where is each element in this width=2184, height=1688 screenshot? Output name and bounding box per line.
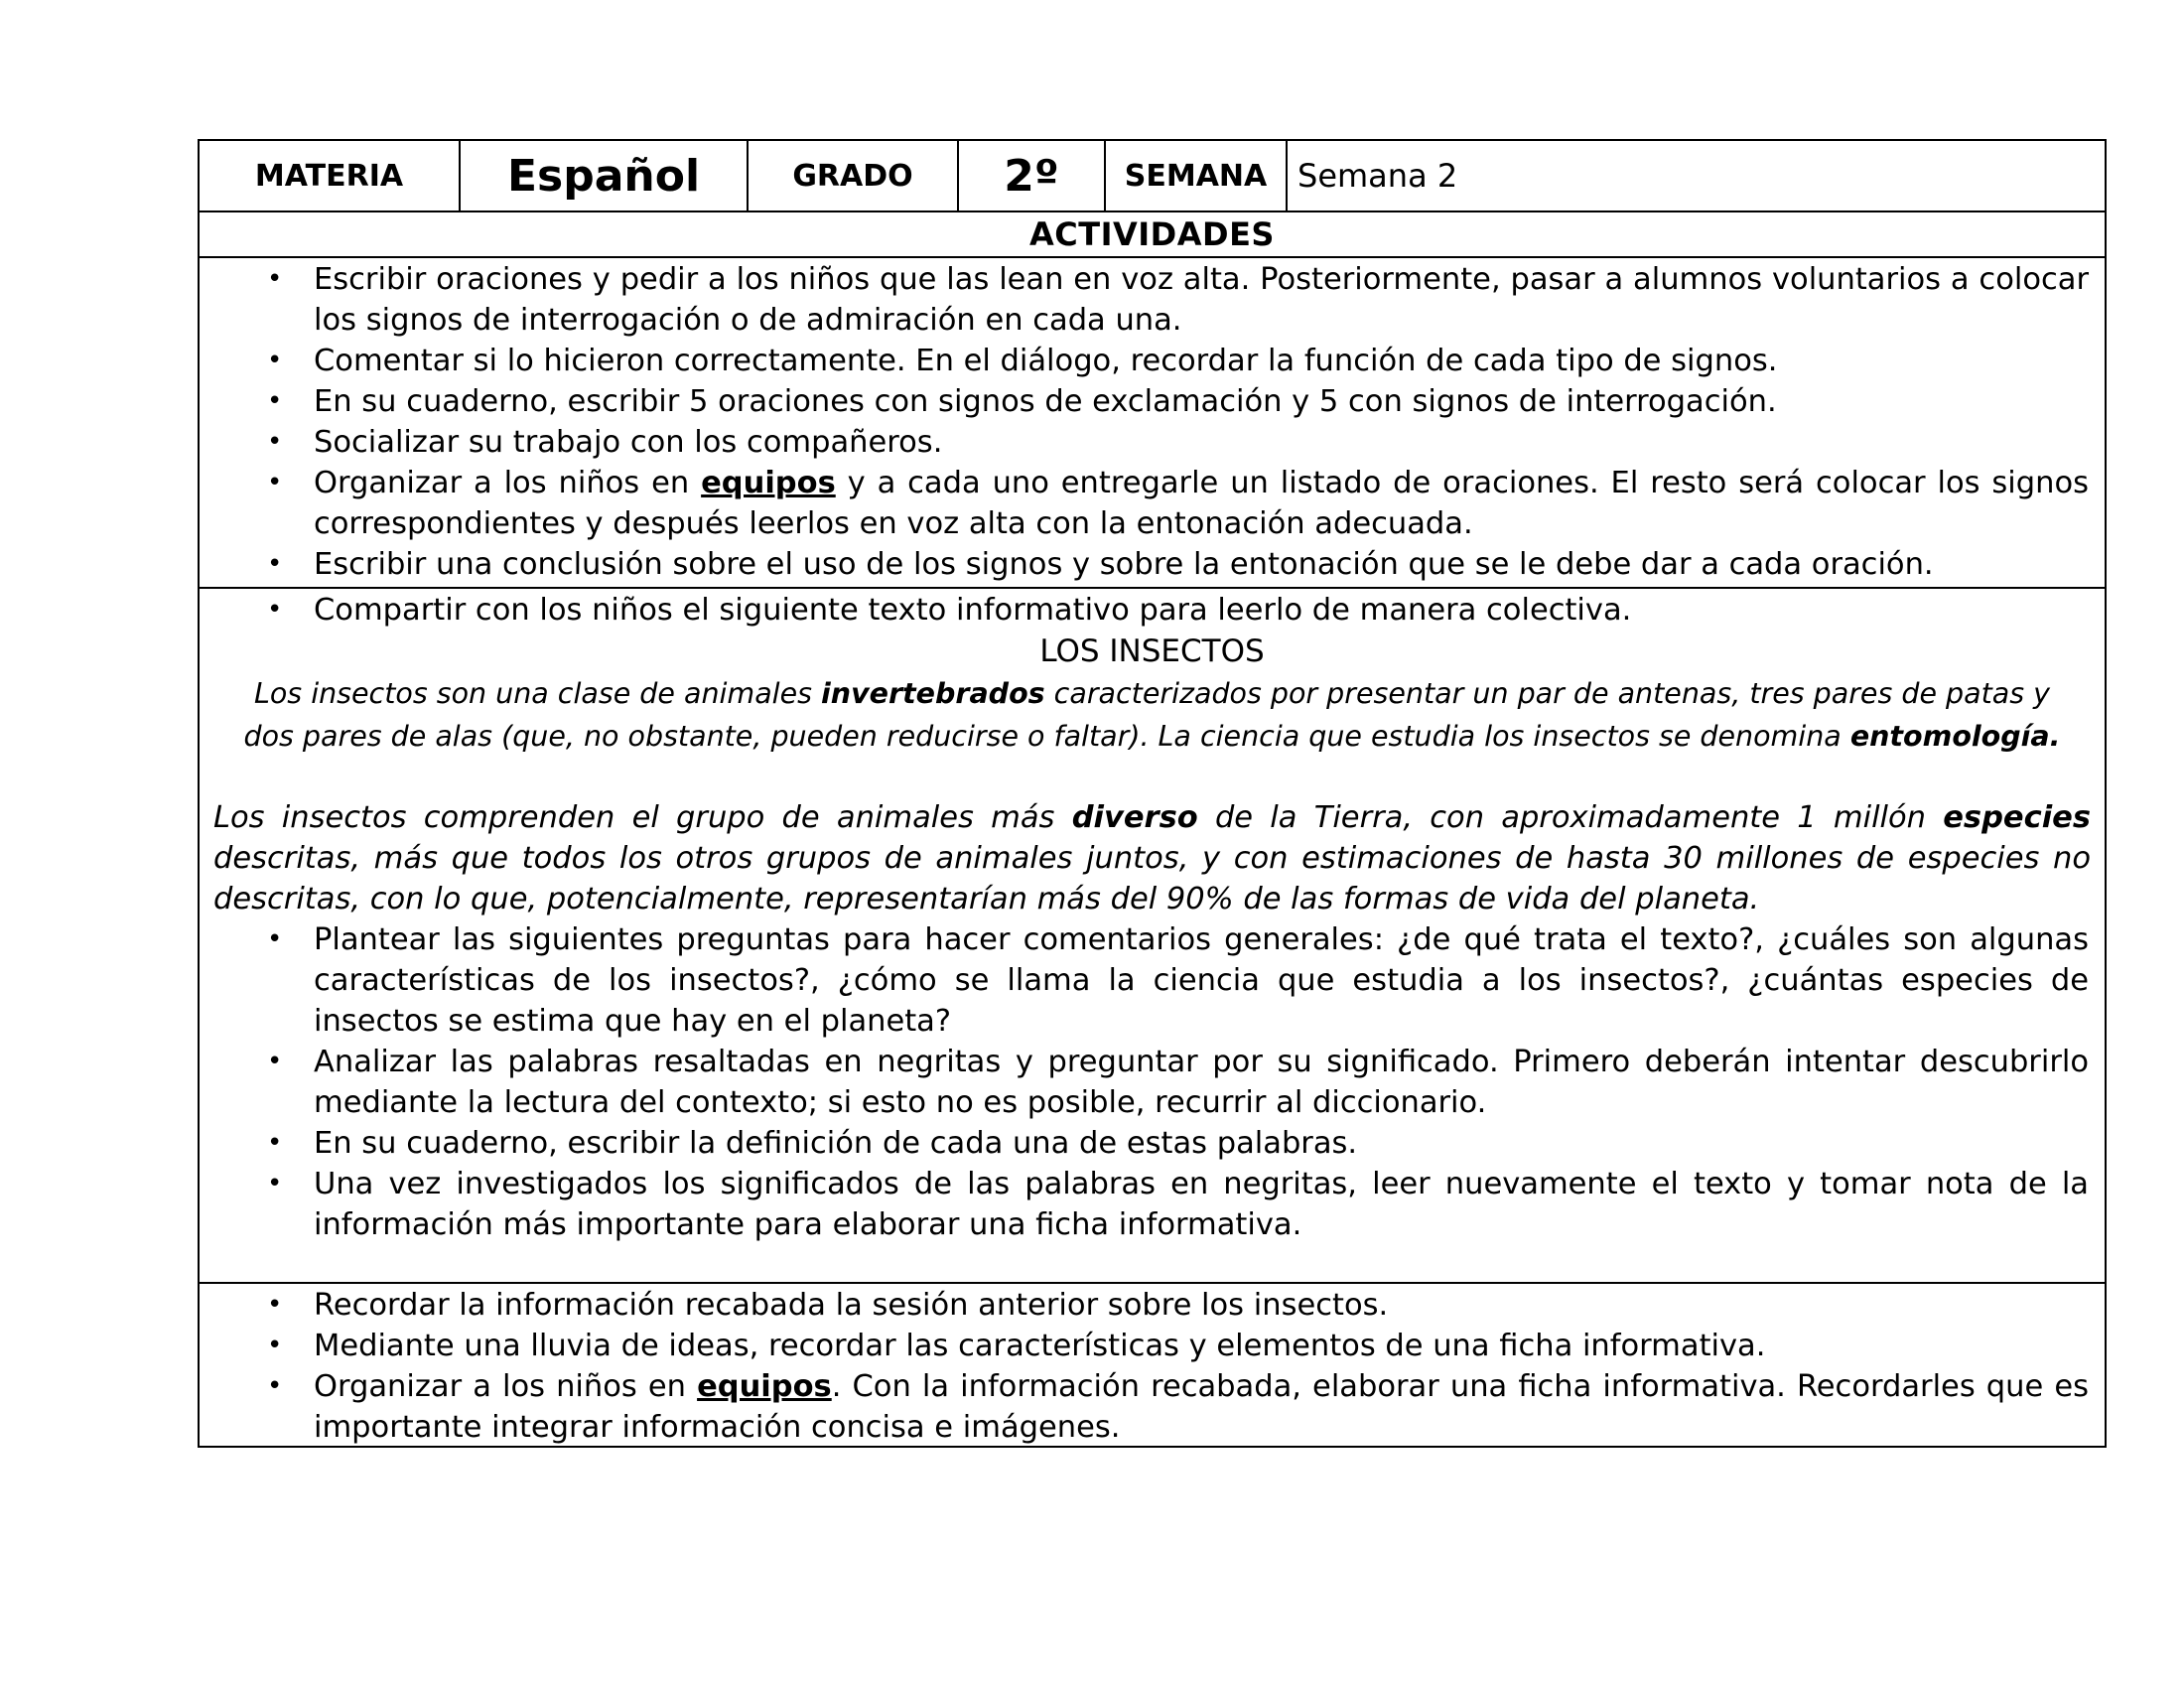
session-1	[198, 258, 2107, 589]
list-item: • Recordar la información recabada la sesión anterior sobre los insectos.	[200, 1285, 2105, 1326]
bullet-icon: •	[267, 346, 283, 375]
session-3	[198, 1284, 2107, 1448]
keyword-especies: especies	[1943, 800, 2091, 835]
keyword-diverso: diverso	[1071, 800, 1198, 835]
text-paragraph-1: Los insectos son una clase de animales invertebrados caracterizados por presentar un par de antenas, tres pares de patas y dos pares de alas (que, no obstante, pueden reducirse o faltar). La ciencia que estudia los insectos se denomina entomología.	[243, 677, 2061, 753]
equipos-emphasis: equipos	[701, 466, 836, 500]
bullet-icon: •	[267, 264, 283, 294]
bullet-icon: •	[267, 595, 283, 625]
text-title: LOS INSECTOS	[1039, 633, 1265, 669]
list-item: • Organizar a los niños en equipos y a cada uno entregarle un listado de oraciones. El resto será colocar los signos correspondientes y después leerlos en voz alta con la entonación adecuada.	[200, 463, 2105, 544]
bullet-icon: •	[267, 386, 283, 416]
semana-value: Semana 2	[1287, 140, 2106, 211]
list-item: • En su cuaderno, escribir 5 oraciones con signos de exclamación y 5 con signos de interrogación.	[200, 381, 2105, 422]
bullet-icon: •	[267, 924, 283, 954]
list-item: • Una vez investigados los significados de las palabras en negritas, leer nuevamente el texto y tomar nota de la información más importante para elaborar una ficha informativa.	[200, 1164, 2105, 1245]
bullet-icon: •	[267, 1331, 283, 1360]
list-item: • En su cuaderno, escribir la definición de cada una de estas palabras.	[200, 1123, 2105, 1164]
bullet-icon: •	[267, 427, 283, 457]
grado-value: 2º	[958, 140, 1105, 211]
list-item: • Analizar las palabras resaltadas en negritas y preguntar por su significado. Primero deberán intentar descubrirlo mediante la lectura del contexto; si esto no es posible, recurrir al diccionario.	[200, 1042, 2105, 1123]
bullet-icon: •	[267, 549, 283, 579]
session-2	[198, 589, 2107, 1284]
list-item: • Mediante una lluvia de ideas, recordar las características y elementos de una ficha informativa.	[200, 1326, 2105, 1366]
materia-value: Español	[460, 140, 748, 211]
semana-label: SEMANA	[1105, 140, 1287, 211]
actividades-heading: ACTIVIDADES	[198, 212, 2107, 258]
text-paragraph-2: Los insectos comprenden el grupo de animales más diverso de la Tierra, con aproximadamente 1 millón especies descritas, más que todos los otros grupos de animales juntos, y con estimaciones de hasta 30 millones de especies no descritas, con lo que, potencialmente, representarían más del 90% de las formas de vida del planeta.	[213, 800, 2091, 916]
lesson-plan-sheet	[198, 139, 2107, 1448]
bullet-icon: •	[267, 468, 283, 497]
list-item: • Comentar si lo hicieron correctamente. En el diálogo, recordar la función de cada tipo de signos.	[200, 341, 2105, 381]
list-item: • Compartir con los niños el siguiente texto informativo para leerlo de manera colectiva.	[200, 590, 2105, 631]
bullet-icon: •	[267, 1128, 283, 1158]
list-item: • Socializar su trabajo con los compañeros.	[200, 422, 2105, 463]
grado-label: GRADO	[748, 140, 958, 211]
list-item: • Plantear las siguientes preguntas para hacer comentarios generales: ¿de qué trata el texto?, ¿cuáles son algunas características de los insectos?, ¿cómo se llama la ciencia que estudia a los insectos?, ¿cuántas especies de insectos se estima que hay en el planeta?	[200, 919, 2105, 1042]
header-table	[198, 139, 2107, 212]
bullet-icon: •	[267, 1290, 283, 1320]
bullet-icon: •	[267, 1371, 283, 1401]
bullet-icon: •	[267, 1047, 283, 1076]
keyword-invertebrados: invertebrados	[821, 677, 1045, 710]
list-item: • Escribir una conclusión sobre el uso de los signos y sobre la entonación que se le debe dar a cada oración.	[200, 544, 2105, 585]
bullet-icon: •	[267, 1169, 283, 1198]
list-item: • Escribir oraciones y pedir a los niños que las lean en voz alta. Posteriormente, pasar a alumnos voluntarios a colocar los signos de interrogación o de admiración en cada una.	[200, 259, 2105, 341]
list-item: • Organizar a los niños en equipos. Con la información recabada, elaborar una ficha informativa. Recordarles que es importante integrar información concisa e imágenes.	[200, 1366, 2105, 1448]
equipos-emphasis: equipos	[697, 1369, 832, 1404]
keyword-entomologia: entomología.	[1849, 720, 2061, 753]
materia-label: MATERIA	[199, 140, 460, 211]
